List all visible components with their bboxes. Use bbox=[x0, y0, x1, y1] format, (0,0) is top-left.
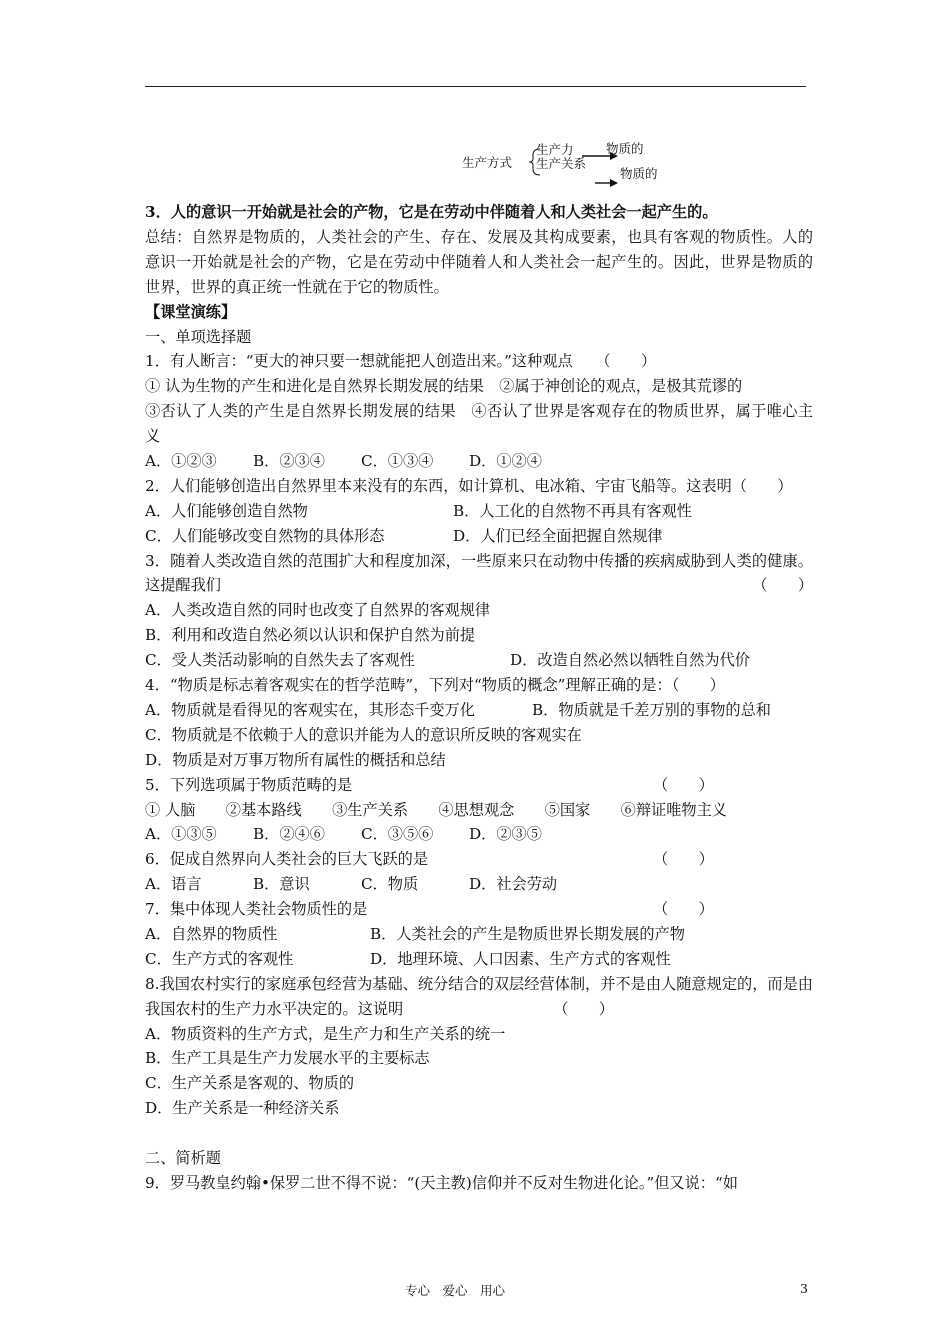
q6-option-b[interactable]: B．意识 bbox=[253, 875, 310, 894]
spacer bbox=[145, 1121, 813, 1146]
q4-stem: 4．“物质是标志着客观实在的哲学范畴”，下列对“物质的概念”理解正确的是：（ ） bbox=[145, 676, 725, 695]
q7-option-c[interactable]: C．生产方式的客观性 bbox=[145, 949, 294, 968]
q6-option-c[interactable]: C．物质 bbox=[361, 875, 419, 894]
q8-option-c[interactable]: C．生产关系是客观的、物质的 bbox=[145, 1074, 355, 1093]
q2-option-d[interactable]: D．人们已经全面把握自然规律 bbox=[453, 526, 663, 545]
q1-option-c[interactable]: C．①③④ bbox=[361, 451, 434, 470]
q1-line2: ③否认了人类的产生是自然界长期发展的结果 ④否认了世界是客观存在的物质世界，属于唯心主义 bbox=[145, 402, 813, 446]
diagram-arrow-bottom-label: 物质的 bbox=[620, 166, 658, 181]
q7-option-a[interactable]: A．自然界的物质性 bbox=[145, 924, 278, 943]
production-mode-diagram bbox=[460, 135, 720, 195]
q3-option-b[interactable]: B．利用和改造自然必须以认识和保护自然为前提 bbox=[145, 626, 476, 645]
header-rule bbox=[145, 86, 806, 87]
q8-option-a[interactable]: A．物质资料的生产方式，是生产力和生产关系的统一 bbox=[145, 1024, 506, 1043]
q3-answer-blank: （ ） bbox=[752, 576, 813, 595]
q4-option-d[interactable]: D．物质是对万事万物所有属性的概括和总结 bbox=[145, 750, 446, 769]
q4-options-row bbox=[145, 698, 813, 723]
q3-option-c[interactable]: C．受人类活动影响的自然失去了客观性 bbox=[145, 651, 415, 670]
q7-options-row1 bbox=[145, 922, 813, 947]
q5-stem: 5．下列选项属于物质范畴的是 bbox=[145, 775, 353, 794]
q2-option-a[interactable]: A．人们能够创造自然物 bbox=[145, 501, 308, 520]
q8-stem bbox=[145, 972, 813, 1022]
q8-answer-blank: （ ） bbox=[553, 999, 614, 1018]
q8-option-b[interactable]: B．生产工具是生产力发展水平的主要标志 bbox=[145, 1049, 430, 1068]
q9-stem: 9．罗马教皇约翰•保罗二世不得不说：“(天主教)信仰并不反对生物进化论。”但又说：“如 bbox=[145, 1173, 738, 1192]
q7-option-d[interactable]: D．地理环境、人口因素、生产方式的客观性 bbox=[370, 949, 671, 968]
summary-paragraph: 总结：自然界是物质的，人类社会的产生、存在、发展及其构成要素，也具有客观的物质性。人的意识一开始就是社会的产物，它是在劳动中伴随着人和人类社会一起产生的。因此，世界是物质的世界，世界的真正统一性就在于它的物质性。 bbox=[145, 227, 813, 296]
q2-options-row2 bbox=[145, 524, 813, 549]
q1-option-d[interactable]: D．①②④ bbox=[469, 451, 542, 470]
q6-stem: 6．促成自然界向人类社会的巨大飞跃的是 bbox=[145, 850, 429, 869]
q5-stem-row bbox=[145, 773, 813, 798]
q5-options bbox=[145, 822, 813, 847]
q6-option-d[interactable]: D．社会劳动 bbox=[469, 875, 558, 894]
q4-option-c[interactable]: C．物质就是不依赖于人的意识并能为人的意识所反映的客观实在 bbox=[145, 725, 582, 744]
q2-option-c[interactable]: C．人们能够改变自然物的具体形态 bbox=[145, 526, 385, 545]
q4-option-b[interactable]: B．物质就是千差万别的事物的总和 bbox=[532, 700, 771, 719]
q1-options bbox=[145, 449, 813, 474]
diagram-arrowhead-bottom bbox=[610, 179, 618, 187]
q5-option-c[interactable]: C．③⑤⑥ bbox=[361, 825, 434, 844]
q5-answer-blank: （ ） bbox=[653, 775, 714, 794]
q4-option-a[interactable]: A．物质就是看得见的客观实在，其形态千变万化 bbox=[145, 700, 475, 719]
q3-options-row bbox=[145, 648, 813, 673]
q3-stem-text: 3．随着人类改造自然的范围扩大和程度加深，一些原来只在动物中传播的疾病威胁到人类的健康。这提醒我们 bbox=[145, 551, 813, 595]
q1-stem: 1．有人断言：“更大的神只要一想就能把人创造出来。”这种观点 （ ） bbox=[145, 352, 657, 371]
q1-line1: ① 认为生物的产生和进化是自然界长期发展的结果 ②属于神创论的观点，是极其荒谬的 bbox=[145, 377, 743, 396]
diagram-arrow-top-label: 物质的 bbox=[606, 141, 644, 156]
part1-title: 一、单项选择题 bbox=[145, 327, 252, 346]
q2-options-row1 bbox=[145, 499, 813, 524]
q5-option-b[interactable]: B．②④⑥ bbox=[253, 825, 325, 844]
q6-option-a[interactable]: A．语言 bbox=[145, 875, 202, 894]
q7-options-row2 bbox=[145, 947, 813, 972]
q5-option-a[interactable]: A．①③⑤ bbox=[145, 825, 217, 844]
q3-stem bbox=[145, 549, 813, 599]
q2-option-b[interactable]: B．人工化的自然物不再具有客观性 bbox=[453, 501, 692, 520]
point-3: 3．人的意识一开始就是社会的产物，它是在劳动中伴随着人和人类社会一起产生的。 bbox=[145, 203, 718, 221]
footer-slogan: 专心 爱心 用心 bbox=[405, 1283, 506, 1298]
q7-stem: 7．集中体现人类社会物质性的是 bbox=[145, 900, 368, 919]
page-body bbox=[145, 200, 813, 1196]
q5-items: ① 人脑 ②基本路线 ③生产关系 ④思想观念 ⑤国家 ⑥辩证唯物主义 bbox=[145, 800, 727, 819]
q6-stem-row bbox=[145, 847, 813, 872]
q6-options bbox=[145, 872, 813, 897]
q3-option-d[interactable]: D．改造自然必然以牺牲自然为代价 bbox=[510, 651, 750, 670]
q1-option-b[interactable]: B．②③④ bbox=[253, 451, 325, 470]
q6-answer-blank: （ ） bbox=[653, 850, 714, 869]
diagram-branch-bottom: 生产关系 bbox=[536, 156, 587, 171]
q1-option-a[interactable]: A．①②③ bbox=[145, 451, 217, 470]
part2-title: 二、简析题 bbox=[145, 1149, 221, 1167]
diagram-root: 生产方式 bbox=[462, 155, 513, 170]
section-heading: 【课堂演练】 bbox=[145, 302, 237, 321]
q2-stem: 2．人们能够创造出自然界里本来没有的东西，如计算机、电冰箱、宇宙飞船等。这表明（ ） bbox=[145, 476, 793, 495]
q8-stem-text: 8.我国农村实行的家庭承包经营为基础、统分结合的双层经营体制，并不是由人随意规定的，而是由我国农村的生产力水平决定的。这说明 bbox=[145, 974, 813, 1018]
q8-option-d[interactable]: D．生产关系是一种经济关系 bbox=[145, 1099, 340, 1118]
q7-option-b[interactable]: B．人类社会的产生是物质世界长期发展的产物 bbox=[370, 924, 685, 943]
q7-stem-row bbox=[145, 897, 813, 922]
page-number: 3 bbox=[800, 1281, 808, 1296]
diagram-branch-top: 生产力 bbox=[536, 142, 574, 157]
q5-option-d[interactable]: D．②③⑤ bbox=[469, 825, 542, 844]
q7-answer-blank: （ ） bbox=[653, 900, 714, 919]
q3-option-a[interactable]: A．人类改造自然的同时也改变了自然界的客观规律 bbox=[145, 601, 491, 620]
